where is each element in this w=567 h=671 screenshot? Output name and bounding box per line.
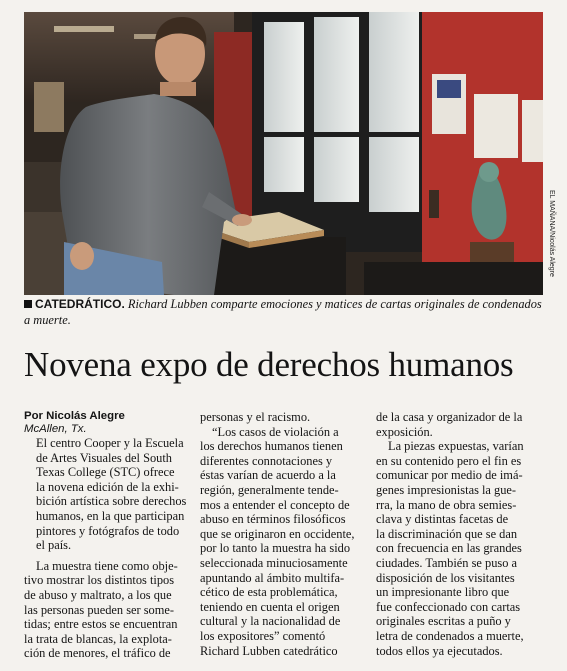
text-line: la trata de blancas, la explota-: [24, 631, 172, 646]
square-bullet-icon: [24, 300, 32, 308]
text-line: genes impresionistas la gue-: [376, 482, 517, 497]
text-line: de la casa y organizador de la: [376, 410, 523, 424]
text-line: fue confeccionado con cartas: [376, 599, 521, 614]
text-line: comunicar por medio de imá-: [376, 468, 523, 483]
text-line: la discriminación que se dan: [376, 526, 518, 541]
text-line: diferentes connotaciones y: [200, 453, 333, 468]
text-line: tivo mostrar los distintos tipos: [24, 573, 175, 588]
article-column-3: [376, 410, 540, 658]
text-line: abuso en términos filosóficos: [200, 512, 346, 527]
text-line: las personas pueden ser some-: [24, 602, 175, 617]
text-line: el país.: [36, 538, 72, 553]
text-line: éstas varían de acuerdo a la: [200, 468, 336, 483]
text-line: los derechos humanos tienen: [200, 439, 343, 454]
paragraph: [200, 410, 362, 425]
text-line: bición artística sobre derechos: [36, 494, 187, 509]
text-line: mos a entender el concepto de: [200, 497, 350, 512]
text-line: Texas College (STC) ofrece: [36, 465, 175, 480]
text-line: ción de menores, el tráfico de: [24, 646, 171, 661]
article-column-2: [200, 410, 362, 658]
text-line: pintores y fotógrafos de todo: [36, 523, 180, 538]
text-line: región, generalmente tende-: [200, 482, 339, 497]
caption-kicker: CATEDRÁTICO.: [35, 297, 125, 311]
paragraph: [376, 410, 540, 439]
headline: Novena expo de derechos humanos: [24, 345, 514, 384]
text-line: por lo tanto la muestra ha sido: [200, 541, 351, 556]
text-line: El centro Cooper y la Escuela: [36, 436, 184, 450]
photo-credit: EL MAÑANA/Nicolás Alegre: [548, 190, 555, 277]
text-line: que se originaron en occidente,: [200, 526, 355, 541]
text-line: los expositores” comentó: [200, 628, 326, 643]
photo-caption: [24, 296, 544, 328]
text-line: en su contenido pero el fin es: [376, 453, 522, 468]
paragraph: [200, 425, 362, 659]
text-line: cultural y la nacionalidad de: [200, 614, 341, 629]
byline-author: Por Nicolás Alegre: [24, 410, 125, 422]
text-line: rra, la mano de obra semies-: [376, 497, 517, 512]
text-line: “Los casos de violación a: [212, 424, 339, 439]
text-line: ciudades. También se puso a: [376, 555, 518, 570]
text-line: Richard Lubben catedrático: [200, 643, 338, 658]
byline-place: McAllen, Tx.: [24, 423, 87, 435]
text-line: de Artes Visuales del South: [36, 450, 172, 465]
text-line: personas y el racismo.: [200, 410, 311, 424]
text-line: tidas; entre estos se encuentran: [24, 617, 178, 632]
text-line: La piezas expuestas, varían: [388, 439, 524, 454]
text-line: de abuso y maltrato, a los que: [24, 587, 172, 602]
text-line: la novena edición de la exhi-: [36, 479, 179, 494]
gallery-photo-illustration: [24, 12, 543, 295]
text-line: un impresionante libro que: [376, 585, 510, 600]
text-line: clava y distintas facetas de: [376, 512, 509, 527]
text-line: La muestra tiene como obje-: [36, 558, 178, 573]
text-line: teniendo en cuenta el origen: [200, 599, 340, 614]
text-line: disposición de los visitantes: [376, 570, 515, 585]
text-line: originales escritas a puño y: [376, 614, 511, 629]
text-line: cético de esta problemática,: [200, 585, 338, 600]
paragraph: [24, 559, 186, 661]
text-line: humanos, en la que participan: [36, 508, 185, 523]
caption-text: Richard Lubben comparte emociones y matices de cartas originales de condenados a muerte.: [24, 297, 542, 327]
article-column-1: [24, 410, 186, 661]
text-line: seleccionada minuciosamente: [200, 555, 348, 570]
text-line: con frecuencia en las grandes: [376, 541, 522, 556]
paragraph: [376, 439, 540, 658]
news-photo: [24, 12, 543, 295]
text-line: exposición.: [376, 424, 433, 439]
text-line: apuntando al ámbito multifa-: [200, 570, 345, 585]
paragraph: [24, 436, 186, 553]
text-line: todos ellos ya ejecutados.: [376, 643, 503, 658]
text-line: letra de condenados a muerte,: [376, 628, 524, 643]
